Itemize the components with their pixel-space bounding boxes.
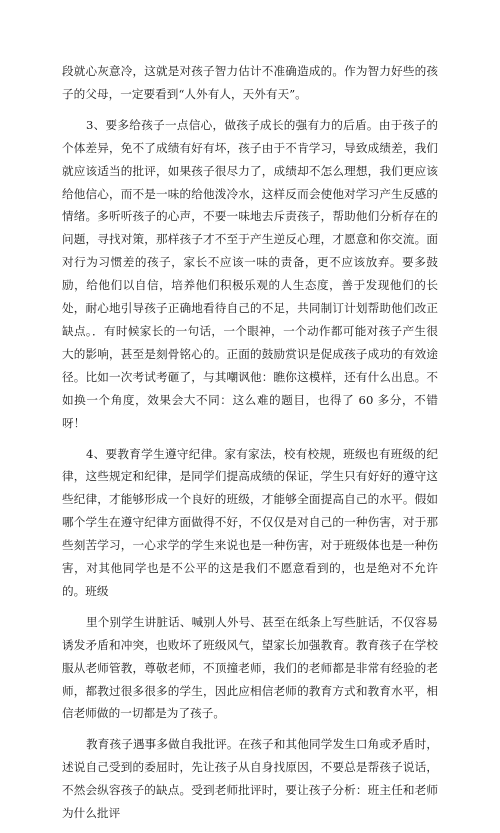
- paragraph-point-3: 3、要多给孩子一点信心，做孩子成长的强有力的后盾。由于孩子的个体差异，免不了成绩有好有坏，孩子由于不肯学习，导致成绩差，我们就应该适当的批评，如果孩子很尽力了，成绩却不怎么理想，我们更应该给他信心，而不是一味的给他泼冷水，这样反而会使他对学习产生反感的情绪。多听听孩子的心声，不要一味地去斥责孩子，帮助他们分析存在的问题，寻找对策，那样孩子才不至于产生逆反心理，才愿意和你交流。面对行为习惯差的孩子，家长不应该一味的责备，更不应该放弃。要多鼓励，给他们以自信，培养他们积极乐观的人生态度，善于发现他们的长处，耐心地引导孩子正确地看待自己的不足，共同制订计划帮助他们改正缺点。．有时候家长的一句话，一个眼神，一个动作都可能对孩子产生很大的影响，甚至是刻骨铭心的。正面的鼓励赏识是促成孩子成功的有效途径。比如一次考试考砸了，与其嘲讽他：瞧你这模样，还有什么出息。不如换一个角度，效果会大不同：这么难的题目，也得了 60 多分，不错呀！: [62, 117, 438, 430]
- paragraph-class-behavior: 里个别学生讲脏话、喊别人外号、甚至在纸条上写些脏话，不仅容易诱发矛盾和冲突，也败坏了班级风气，望家长加强教育。教育孩子在学校服从老师管教，尊敬老师，不顶撞老师，我们的老师都是非常有经验的老师，都教过很多很多的学生，因此应相信老师的教育方式和教育水平，相信老师做的一切都是为了孩子。: [62, 614, 438, 721]
- paragraph-point-4: 4、要教育学生遵守纪律。家有家法，校有校规，班级也有班级的纪律，这些规定和纪律，是同学们提高成绩的保证，学生只有好好的遵守这些纪律，才能够形成一个良好的班级，才能够全面提高自己的水平。假如哪个学生在遵守纪律方面做得不好，不仅仅是对自己的一种伤害，对于那些刻苦学习，一心求学的学生来说也是一种伤害，对于班级体也是一种伤害，对其他同学也是不公平的这是我们不愿意看到的，也是绝对不允许的。班级: [62, 446, 438, 598]
- document-page: [62, 60, 438, 833]
- paragraph-self-criticism: 教育孩子遇事多做自我批评。在孩子和其他同学发生口角或矛盾时，述说自己受到的委屈时，先让孩子从自身找原因，不要总是帮孩子说话，不然会纵容孩子的缺点。受到老师批评时，要让孩子分析：班主任和老师为什么批评: [62, 737, 438, 821]
- paragraph-continuation: 段就心灰意冷，这就是对孩子智力估计不准确造成的。作为智力好些的孩子的父母，一定要看到“人外有人，天外有天”。: [62, 64, 438, 101]
